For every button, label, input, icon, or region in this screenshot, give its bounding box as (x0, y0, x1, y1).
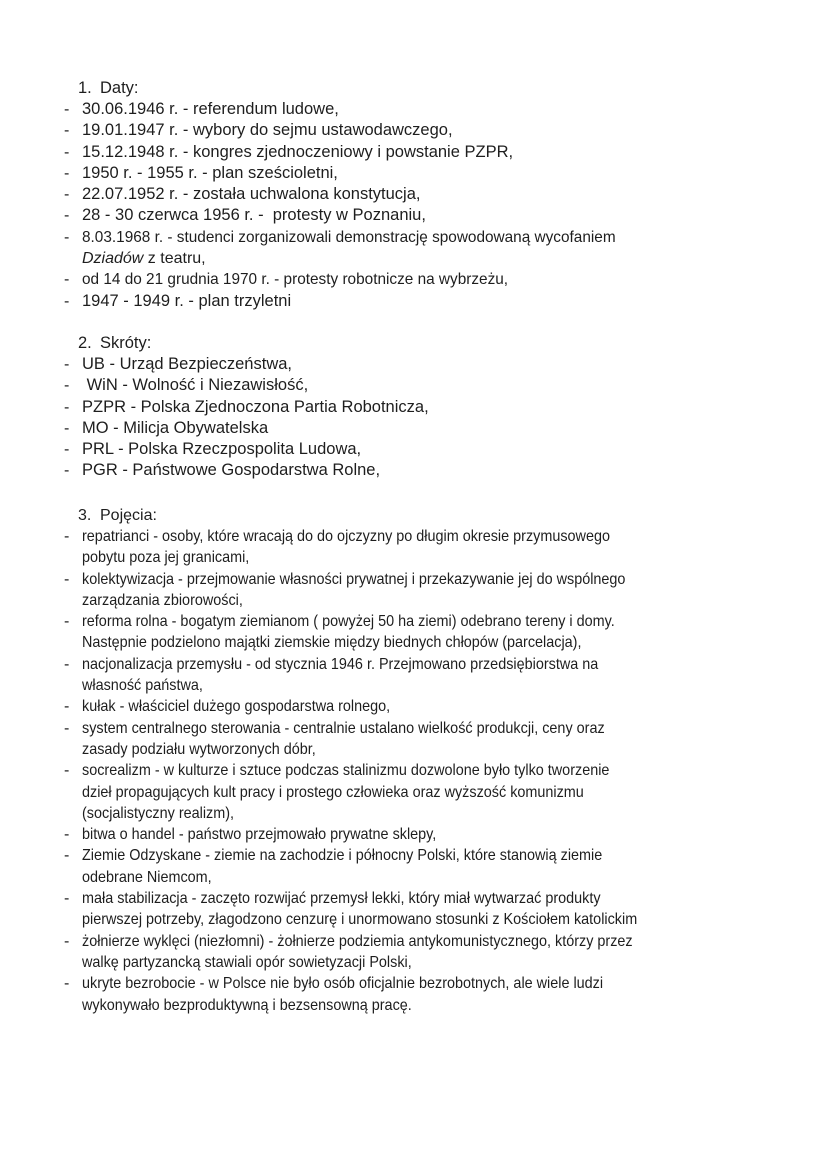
list-item: - 22.07.1952 r. - została uchwalona konstytucja, (62, 184, 782, 205)
dash-bullet-icon: - (64, 847, 70, 865)
list-item: - bitwa o handel - państwo przejmowało prywatne sklepy, (62, 824, 782, 845)
italic-title: Dziadów (82, 250, 144, 268)
dash-bullet-icon: - (64, 528, 70, 545)
dash-bullet-icon: - (64, 762, 70, 780)
list-item: - WiN - Wolność i Niezawisłość, (62, 375, 782, 396)
concepts-list (62, 526, 782, 1016)
list-item: - MO - Milicja Obywatelska (62, 418, 782, 439)
dash-bullet-icon: - (64, 655, 70, 673)
dash-bullet-icon: - (64, 271, 70, 289)
dates-list (62, 99, 782, 312)
list-item: - kolektywizacja - przejmowanie własności prywatnej i przekazywanie jej do wspólnego zarządzania zbiorowości, (64, 570, 626, 609)
list-item: - 1947 - 1949 r. - plan trzyletni (62, 291, 782, 312)
section-dates (62, 78, 782, 312)
dash-bullet-icon: - (64, 377, 70, 395)
dash-bullet-icon: - (64, 186, 70, 204)
dash-bullet-icon: - (64, 613, 70, 631)
dash-bullet-icon: - (64, 143, 70, 161)
dash-bullet-icon: - (64, 207, 70, 225)
dash-bullet-icon: - (64, 570, 70, 588)
section-concepts (62, 505, 782, 1016)
dash-bullet-icon: - (64, 419, 70, 437)
dash-bullet-icon: - (64, 826, 70, 844)
section-heading (62, 333, 782, 354)
abbreviations-list (62, 354, 782, 482)
list-item: - UB - Urząd Bezpieczeństwa, (62, 354, 782, 375)
dash-bullet-icon: - (64, 122, 70, 140)
list-item: - reforma rolna - bogatym ziemianom ( powyżej 50 ha ziemi) odebrano tereny i domy. Następnie podzielono majątki ziemskie między biednych chłopów (parcelacja), (64, 613, 615, 652)
list-item: - PZPR - Polska Zjednoczona Partia Robotnicza, (62, 397, 782, 418)
list-item: - Ziemie Odzyskane - ziemie na zachodzie i północny Polski, które stanowią ziemie odebrane Niemcom, (64, 847, 603, 886)
list-item: - ukryte bezrobocie - w Polsce nie było osób oficjalnie bezrobotnych, ale wiele ludzi wykonywało bezproduktywną i bezsensowną pracę. (64, 975, 604, 1014)
list-item: - system centralnego sterowania - centralnie ustalano wielkość produkcji, ceny oraz zasady podziału wytworzonych dóbr, (64, 719, 605, 758)
section-title: Pojęcia: (100, 507, 157, 524)
list-item: - żołnierze wyklęci (niezłomni) - żołnierze podziemia antykomunistycznego, którzy przez walkę partyzancką stawiali opór sowietyzacji Polski, (64, 932, 633, 971)
dash-bullet-icon: - (64, 975, 70, 993)
dash-bullet-icon: - (64, 101, 70, 118)
section-number: 2. (78, 334, 92, 352)
list-item: - 30.06.1946 r. - referendum ludowe, (62, 99, 782, 120)
section-title: Skróty: (100, 334, 152, 352)
list-item: - kułak - właściciel dużego gospodarstwa rolnego, (62, 696, 782, 717)
list-item: - repatrianci - osoby, które wracają do do ojczyzny po długim okresie przymusowego pobytu poza jej granicami, (64, 528, 610, 567)
dash-bullet-icon: - (64, 932, 70, 950)
list-item: - PRL - Polska Rzeczpospolita Ludowa, (62, 439, 782, 460)
list-item: - PGR - Państwowe Gospodarstwa Rolne, (62, 460, 782, 481)
section-abbreviations (62, 333, 782, 482)
list-item: - 8.03.1968 r. - studenci zorganizowali demonstrację spowodowaną wycofaniem Dziadów z teatru, (64, 228, 616, 268)
list-item: - od 14 do 21 grudnia 1970 r. - protesty robotnicze na wybrzeżu, (62, 269, 782, 290)
dash-bullet-icon: - (64, 890, 70, 908)
dash-bullet-icon: - (64, 228, 70, 246)
dash-bullet-icon: - (64, 356, 70, 373)
list-item: - 28 - 30 czerwca 1956 r. - protesty w Poznaniu, (62, 205, 782, 226)
section-title: Daty: (100, 79, 139, 97)
section-number: 1. (78, 79, 92, 97)
dash-bullet-icon: - (64, 441, 70, 459)
list-item: - nacjonalizacja przemysłu - od stycznia 1946 r. Przejmowano przedsiębiorstwa na własność państwa, (64, 655, 599, 695)
dash-bullet-icon: - (64, 698, 70, 716)
list-item: - 15.12.1948 r. - kongres zjednoczeniowy i powstanie PZPR, (62, 142, 782, 163)
dash-bullet-icon: - (64, 164, 70, 182)
section-heading (62, 505, 782, 526)
dash-bullet-icon: - (64, 719, 70, 737)
dash-bullet-icon: - (64, 292, 70, 310)
section-number: 3. (78, 507, 92, 524)
dash-bullet-icon: - (64, 462, 70, 480)
dash-bullet-icon: - (64, 398, 70, 416)
section-heading (62, 78, 782, 99)
list-item: - 1950 r. - 1955 r. - plan sześcioletni, (62, 163, 782, 184)
list-item: - mała stabilizacja - zaczęto rozwijać przemysł lekki, który miał wytwarzać produkty pierwszej potrzeby, złagodzono cenzurę i unormowano stosunki z Kościołem katolickim (64, 890, 638, 929)
list-item: - socrealizm - w kulturze i sztuce podczas stalinizmu dozwolone było tylko tworzenie dzieł propagujących kult pracy i prostego człowieka oraz wyższość komunizmu (socjalistyczny realizm), (64, 762, 610, 822)
list-item: - 19.01.1947 r. - wybory do sejmu ustawodawczego, (62, 120, 782, 141)
